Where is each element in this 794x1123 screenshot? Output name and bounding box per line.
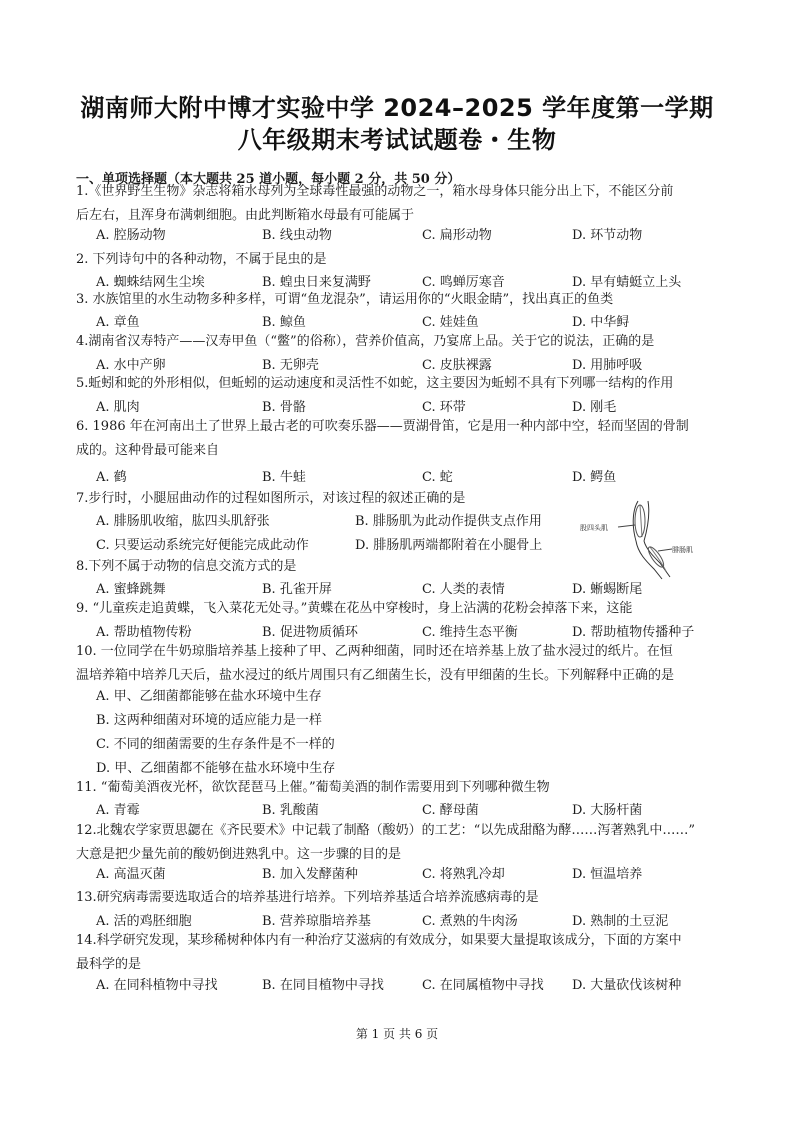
question-9-option-B: B. 促进物质循环	[262, 625, 358, 640]
question-4-option-D: D. 用肺呼吸	[572, 358, 643, 373]
label-quadriceps: 股四头肌	[580, 524, 608, 532]
question-11-stem-line: 11. “葡萄美酒夜光杯，欲饮琵琶马上催。”葡萄美酒的制作需要用到下列哪种微生物	[76, 780, 550, 795]
question-4-stem-line: 4.湖南省汉寿特产——汉寿甲鱼（“鳖”的俗称），营养价值高，乃宴席上品。关于它的说法，正确的是	[76, 334, 655, 349]
question-4-option-B: B. 无卵壳	[262, 358, 319, 373]
question-5-option-B: B. 骨骼	[262, 400, 306, 415]
question-14-option-C: C. 在同属植物中寻找	[422, 978, 544, 993]
section-heading: 一、单项选择题（本大题共 25 道小题，每小题 2 分，共 50 分）	[76, 172, 461, 187]
question-5-option-C: C. 环带	[422, 400, 466, 415]
question-4-option-C: C. 皮肤裸露	[422, 358, 492, 373]
question-2-option-B: B. 蝗虫日来复满野	[262, 275, 371, 290]
question-9-option-D: D. 帮助植物传播种子	[572, 625, 695, 640]
question-11-option-A: A. 青霉	[96, 803, 140, 818]
question-9-option-A: A. 帮助植物传粉	[96, 625, 192, 640]
question-7-option-A: A. 腓肠肌收缩，肱四头肌舒张	[96, 514, 270, 529]
question-7-stem-line: 7.步行时，小腿屈曲动作的过程如图所示，对该过程的叙述正确的是	[76, 491, 466, 506]
question-12-option-C: C. 将熟乳冷却	[422, 867, 505, 882]
question-8-option-A: A. 蜜蜂跳舞	[96, 582, 166, 597]
question-14-option-A: A. 在同科植物中寻找	[96, 978, 218, 993]
question-1-option-C: C. 扁形动物	[422, 228, 492, 243]
question-2-option-A: A. 蜘蛛结网生尘埃	[96, 275, 205, 290]
question-4-option-A: A. 水中产卵	[96, 358, 166, 373]
question-7-option-B: B. 腓肠肌为此动作提供支点作用	[355, 514, 542, 529]
question-11-option-B: B. 乳酸菌	[262, 803, 319, 818]
question-6-stem-line: 成的。这种骨最可能来自	[76, 443, 220, 458]
question-2-stem-line: 2. 下列诗句中的各种动物，不属于昆虫的是	[76, 252, 327, 267]
question-8-option-B: B. 孔雀开屏	[262, 582, 332, 597]
question-5-option-A: A. 肌肉	[96, 400, 140, 415]
question-1-stem-line: 1.《世界野生生物》杂志将箱水母列为全球毒性最强的动物之一，箱水母身体只能分出上下，不能区分前	[76, 184, 674, 199]
exam-title-line1: 湖南师大附中博才实验中学 2024–2025 学年度第一学期	[80, 94, 714, 122]
question-7-option-C: C. 只要运动系统完好便能完成此动作	[96, 538, 309, 553]
question-13-option-A: A. 活的鸡胚细胞	[96, 914, 192, 929]
question-6-option-D: D. 鳄鱼	[572, 470, 617, 485]
question-3-option-B: B. 鲸鱼	[262, 315, 306, 330]
question-5-option-D: D. 刚毛	[572, 400, 617, 415]
question-14-stem-line: 最科学的是	[76, 957, 142, 972]
question-9-option-C: C. 维持生态平衡	[422, 625, 518, 640]
question-1-stem-line: 后左右，且浑身布满刺细胞。由此判断箱水母最有可能属于	[76, 208, 415, 223]
question-14-stem-line: 14.科学研究发现，某珍稀树种体内有一种治疗艾滋病的有效成分，如果要大量提取该成分，下面的方案中	[76, 933, 682, 948]
question-10-option-A: A. 甲、乙细菌都能够在盐水环境中生存	[96, 689, 322, 704]
question-10-option-D: D. 甲、乙细菌都不能够在盐水环境中生存	[96, 761, 336, 776]
question-12-stem-line: 12.北魏农学家贾思勰在《齐民要术》中记载了制酪（酸奶）的工艺：“以先成甜酪为酵……泻著熟乳中……”	[76, 823, 695, 838]
question-13-stem-line: 13.研究病毒需要选取适合的培养基进行培养。下列培养基适合培养流感病毒的是	[76, 890, 539, 905]
question-12-stem-line: 大意是把少量先前的酸奶倒进熟乳中。这一步骤的目的是	[76, 847, 402, 862]
question-6-stem-line: 6. 1986 年在河南出土了世界上最古老的可吹奏乐器——贾湖骨笛，它是用一种内部中空，轻而坚固的骨制	[76, 419, 689, 434]
question-12-option-D: D. 恒温培养	[572, 867, 643, 882]
leg-muscle-figure	[580, 497, 693, 587]
question-1-option-D: D. 环节动物	[572, 228, 643, 243]
question-11-option-C: C. 酵母菌	[422, 803, 479, 818]
question-8-option-C: C. 人类的表情	[422, 582, 505, 597]
question-3-stem-line: 3. 水族馆里的水生动物多种多样，可谓“鱼龙混杂”，请运用你的“火眼金睛”，找出真正的鱼类	[76, 292, 614, 307]
question-13-option-B: B. 营养琼脂培养基	[262, 914, 371, 929]
question-11-option-D: D. 大肠杆菌	[572, 803, 643, 818]
question-12-option-A: A. 高温灭菌	[96, 867, 166, 882]
question-14-option-D: D. 大量砍伐该树种	[572, 978, 682, 993]
question-7-option-D: D. 腓肠肌两端都附着在小腿骨上	[355, 538, 543, 553]
question-6-option-A: A. 鹤	[96, 470, 127, 485]
question-5-stem-line: 5.蚯蚓和蛇的外形相似，但蚯蚓的运动速度和灵活性不如蛇，这主要因为蚯蚓不具有下列哪一结构的作用	[76, 376, 674, 391]
question-2-option-D: D. 早有蜻蜓立上头	[572, 275, 682, 290]
question-6-option-C: C. 蛇	[422, 470, 453, 485]
label-gastrocnemius: 腓肠肌	[672, 546, 693, 554]
question-2-option-C: C. 鸣蝉厉寒音	[422, 275, 505, 290]
question-10-stem-line: 10. 一位同学在牛奶琼脂培养基上接种了甲、乙两种细菌，同时还在培养基上放了盐水浸过的纸片。在恒	[76, 644, 673, 659]
question-8-stem-line: 8.下列不属于动物的信息交流方式的是	[76, 559, 297, 574]
question-6-option-B: B. 牛蛙	[262, 470, 306, 485]
question-10-option-C: C. 不同的细菌需要的生存条件是不一样的	[96, 737, 335, 752]
question-3-option-C: C. 娃娃鱼	[422, 315, 479, 330]
question-14-option-B: B. 在同目植物中寻找	[262, 978, 384, 993]
question-13-option-D: D. 熟制的土豆泥	[572, 914, 669, 929]
question-8-option-D: D. 蜥蜴断尾	[572, 582, 643, 597]
question-9-stem-line: 9. “儿童疾走追黄蝶，飞入菜花无处寻。”黄蝶在花丛中穿梭时，身上沾满的花粉会掉落下来，这能	[76, 601, 633, 616]
question-3-option-D: D. 中华鲟	[572, 315, 630, 330]
exam-title-line2: 八年级期末考试试题卷・生物	[237, 126, 557, 154]
question-1-option-B: B. 线虫动物	[262, 228, 332, 243]
question-1-option-A: A. 腔肠动物	[96, 228, 166, 243]
question-10-stem-line: 温培养箱中培养几天后，盐水浸过的纸片周围只有乙细菌生长，没有甲细菌的生长。下列解释中正确的是	[76, 668, 675, 683]
question-12-option-B: B. 加入发酵菌种	[262, 867, 358, 882]
page-number: 第 1 页 共 6 页	[355, 1027, 439, 1041]
question-3-option-A: A. 章鱼	[96, 315, 140, 330]
question-10-option-B: B. 这两种细菌对环境的适应能力是一样	[96, 713, 322, 728]
question-13-option-C: C. 煮熟的牛肉汤	[422, 914, 518, 929]
